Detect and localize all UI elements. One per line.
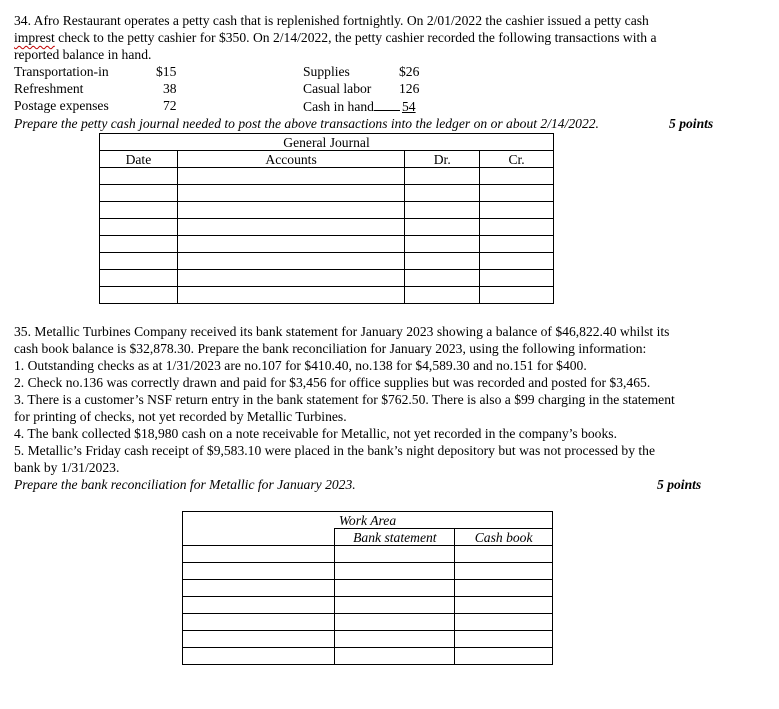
item-postage-label: Postage expenses [14,98,109,113]
work-area-cell[interactable] [335,580,455,597]
work-area-cell[interactable] [335,563,455,580]
q35-line-8: 5. Metallic’s Friday cash receipt of $9,583.10 were placed in the bank’s night depository but was not processed by the [14,443,656,458]
work-area-cell[interactable] [183,580,335,597]
journal-cell[interactable] [405,202,480,219]
q34-points: 5 points [669,116,714,131]
item-cash-in-hand-label: Cash in hand [303,99,374,114]
journal-cell[interactable] [480,270,554,287]
journal-row [100,202,554,219]
work-area-cell[interactable] [455,614,553,631]
journal-row [100,287,554,304]
work-area-cell[interactable] [335,546,455,563]
work-area-cell[interactable] [183,597,335,614]
journal-cell[interactable] [100,202,178,219]
item-refreshment-amount: 38 [163,81,177,96]
q35-line-7: 4. The bank collected $18,980 cash on a note receivable for Metallic, not yet recorded in the company’s books. [14,426,617,441]
item-cash-in-hand-amount: 54 [401,99,416,114]
journal-cell[interactable] [405,253,480,270]
item-refreshment-label: Refreshment [14,81,84,96]
work-area-cell[interactable] [455,580,553,597]
journal-row [100,168,554,185]
journal-row [100,219,554,236]
journal-cell[interactable] [177,253,404,270]
q35-line-3: 1. Outstanding checks as at 1/31/2023 are no.107 for $410.40, no.138 for $4,589.30 and no.151 for $400. [14,358,587,373]
journal-cell[interactable] [405,219,480,236]
q35-line-4: 2. Check no.136 was correctly drawn and paid for $3,456 for office supplies but was recorded and posted for $3,465. [14,375,651,390]
journal-cell[interactable] [177,185,404,202]
item-supplies-amount: $26 [399,64,420,79]
work-area-cell[interactable] [335,631,455,648]
journal-cell[interactable] [100,185,178,202]
journal-cell[interactable] [480,287,554,304]
journal-cell[interactable] [405,287,480,304]
work-area-header-cash: Cash book [455,529,553,546]
item-casual-labor-label: Casual labor [303,81,372,96]
work-area-row [183,648,553,665]
journal-cell[interactable] [177,287,404,304]
work-area-cell[interactable] [455,631,553,648]
q34-intro-line-1: 34. Afro Restaurant operates a petty cash that is replenished fortnightly. On 2/01/2022 the cashier issued a petty cash [14,13,649,28]
work-area-header-blank [183,529,335,546]
q34-intro-line-3: reported balance in hand. [14,47,152,62]
work-area-row [183,597,553,614]
item-cash-in-hand [303,98,416,115]
journal-header-cr: Cr. [480,151,554,168]
journal-row [100,253,554,270]
q35-line-2: cash book balance is $32,878.30. Prepare the bank reconciliation for January 2023, using the following information: [14,341,647,356]
journal-row [100,270,554,287]
q34-prompt: Prepare the petty cash journal needed to post the above transactions into the ledger on or about 2/14/2022. [14,116,599,131]
item-postage-amount: 72 [163,98,177,113]
item-supplies-label: Supplies [303,64,350,79]
q35-line-5: 3. There is a customer’s NSF return entry in the bank statement for $762.50. There is also a $99 charging in the statement [14,392,675,407]
work-area-title: Work Area [183,512,553,529]
journal-cell[interactable] [177,168,404,185]
work-area-cell[interactable] [335,597,455,614]
work-area-row [183,546,553,563]
imprest-word: imprest [14,30,55,45]
work-area-row [183,563,553,580]
journal-row [100,185,554,202]
work-area-row [183,614,553,631]
journal-cell[interactable] [100,287,178,304]
journal-header-accounts: Accounts [177,151,404,168]
work-area-cell[interactable] [335,614,455,631]
q35-line-6: for printing of checks, not yet recorded by Metallic Turbines. [14,409,347,424]
journal-cell[interactable] [405,168,480,185]
journal-cell[interactable] [100,270,178,287]
journal-cell[interactable] [100,219,178,236]
journal-cell[interactable] [405,236,480,253]
journal-cell[interactable] [480,253,554,270]
item-casual-labor-amount: 126 [399,81,420,96]
work-area-cell[interactable] [183,614,335,631]
work-area-cell[interactable] [183,546,335,563]
journal-cell[interactable] [177,202,404,219]
q34-intro-line-2-rest: check to the petty cashier for $350. On 2/14/2022, the petty cashier recorded the following transactions with a [54,30,657,45]
journal-cell[interactable] [480,185,554,202]
journal-cell[interactable] [177,219,404,236]
journal-cell[interactable] [480,168,554,185]
journal-cell[interactable] [177,236,404,253]
work-area-cell[interactable] [455,546,553,563]
journal-row [100,236,554,253]
journal-header-date: Date [100,151,178,168]
journal-title: General Journal [100,134,554,151]
q35-line-9: bank by 1/31/2023. [14,460,120,475]
journal-cell[interactable] [100,168,178,185]
work-area-row [183,631,553,648]
q35-line-1: 35. Metallic Turbines Company received its bank statement for January 2023 showing a balance of $46,822.40 whilst its [14,324,670,339]
work-area-cell[interactable] [455,648,553,665]
journal-header-dr: Dr. [405,151,480,168]
work-area-row [183,580,553,597]
work-area-cell[interactable] [183,648,335,665]
journal-cell[interactable] [480,219,554,236]
journal-cell[interactable] [480,202,554,219]
work-area-table [182,511,553,665]
journal-cell[interactable] [405,185,480,202]
q35-points: 5 points [657,477,702,492]
work-area-cell[interactable] [455,563,553,580]
work-area-cell[interactable] [183,631,335,648]
journal-cell[interactable] [480,236,554,253]
general-journal-table [99,133,554,304]
work-area-cell[interactable] [183,563,335,580]
item-transportation-amount: $15 [156,64,177,79]
q34-intro-line-2 [14,30,657,46]
work-area-cell[interactable] [335,648,455,665]
journal-cell[interactable] [177,270,404,287]
journal-cell[interactable] [100,253,178,270]
journal-cell[interactable] [405,270,480,287]
work-area-cell[interactable] [455,597,553,614]
item-transportation-label: Transportation-in [14,64,109,79]
q35-prompt: Prepare the bank reconciliation for Metallic for January 2023. [14,477,356,492]
underline-blank [374,98,400,111]
work-area-header-bank: Bank statement [335,529,455,546]
journal-cell[interactable] [100,236,178,253]
